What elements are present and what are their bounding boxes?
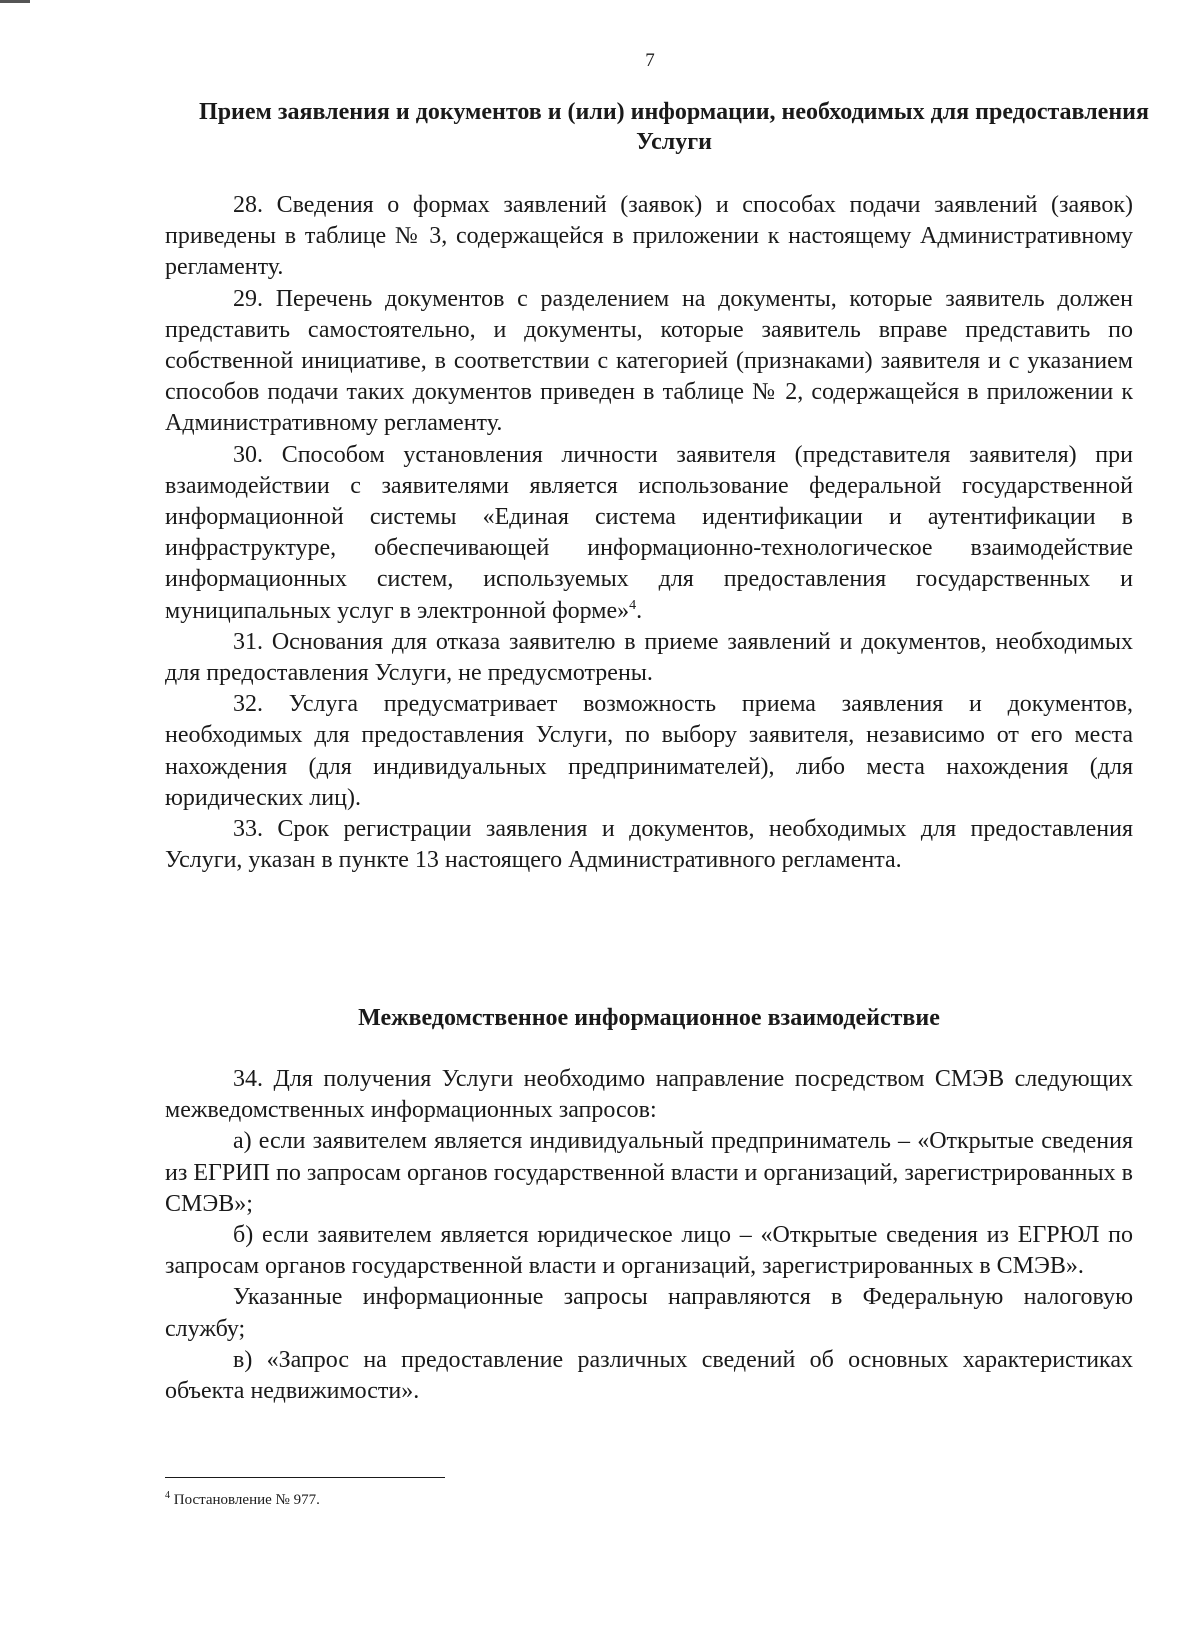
paragraph-30-text: 30. Способом установления личности заявителя (представителя заявителя) при взаимодействии с заявителями является использование федеральной государственной информационной системы «Единая система идентификации и аутентификации в инфраструктуре, обеспечивающей информационно-технологическое взаимодействие информационных систем, используемых для предоставления государственных и муниципальных услуг в электронной форме» — [165, 441, 1133, 624]
paragraph-29: 29. Перечень документов с разделением на документы, которые заявитель должен представить самостоятельно, и документы, которые заявитель вправе представить по собственной инициативе, в соответствии с категорией (признаками) заявителя и с указанием способов подачи таких документов приведен в таблице № 2, содержащейся в приложении к Административному регламенту. — [165, 285, 1133, 437]
paragraph-30-tail: . — [636, 597, 643, 624]
page-number: 7 — [645, 50, 655, 71]
footnote — [165, 1490, 320, 1510]
paragraph-34-v: в) «Запрос на предоставление различных сведений об основных характеристиках объекта недвижимости». — [165, 1346, 1133, 1405]
footnote-number: 4 — [165, 1490, 170, 1501]
paragraph-34-b: б) если заявителем является юридическое лицо – «Открытые сведения из ЕГРЮЛ по запросам органов государственной власти и организаций, зарегистрированных в СМЭВ». — [165, 1222, 1133, 1280]
paragraph-33: 33. Срок регистрации заявления и документов, необходимых для предоставления Услуги, указан в пункте 13 настоящего Административного регламента. — [165, 816, 1133, 874]
paragraph-34: 34. Для получения Услуги необходимо направление посредством СМЭВ следующих межведомственных информационных запросов: — [165, 1066, 1133, 1124]
section-title-application-intake: Прием заявления и документов и (или) информации, необходимых для предоставления Услуги — [199, 99, 1149, 155]
section-title-interagency: Межведомственное информационное взаимодействие — [358, 1005, 940, 1031]
footnote-reference[interactable]: 4 — [629, 597, 637, 613]
footnote-text: Постановление № 977. — [170, 1492, 320, 1508]
section-body-application-intake — [165, 190, 1133, 876]
paragraph-34-a: а) если заявителем является индивидуальный предприниматель – «Открытые сведения из ЕГРИП по запросам органов государственной власти и организаций, зарегистрированных в СМЭВ»; — [165, 1128, 1133, 1217]
paragraph-28: 28. Сведения о формах заявлений (заявок) и способах подачи заявлений (заявок) приведены в таблице № 3, содержащейся в приложении к настоящему Административному регламенту. — [165, 192, 1133, 281]
footnote-divider — [165, 1477, 445, 1478]
section-body-interagency — [165, 1064, 1133, 1407]
paragraph-34-note: Указанные информационные запросы направляются в Федеральную налоговую службу; — [165, 1284, 1133, 1342]
paragraph-30 — [165, 440, 1133, 627]
paragraph-31: 31. Основания для отказа заявителю в приеме заявлений и документов, необходимых для предоставления Услуги, не предусмотрены. — [165, 628, 1133, 687]
paragraph-32: 32. Услуга предусматривает возможность приема заявления и документов, необходимых для предоставления Услуги, по выбору заявителя, независимо от его места нахождения (для индивидуальных предпринимателей), либо места нахождения (для юридических лиц). — [165, 691, 1133, 811]
scan-artifact — [0, 0, 30, 3]
